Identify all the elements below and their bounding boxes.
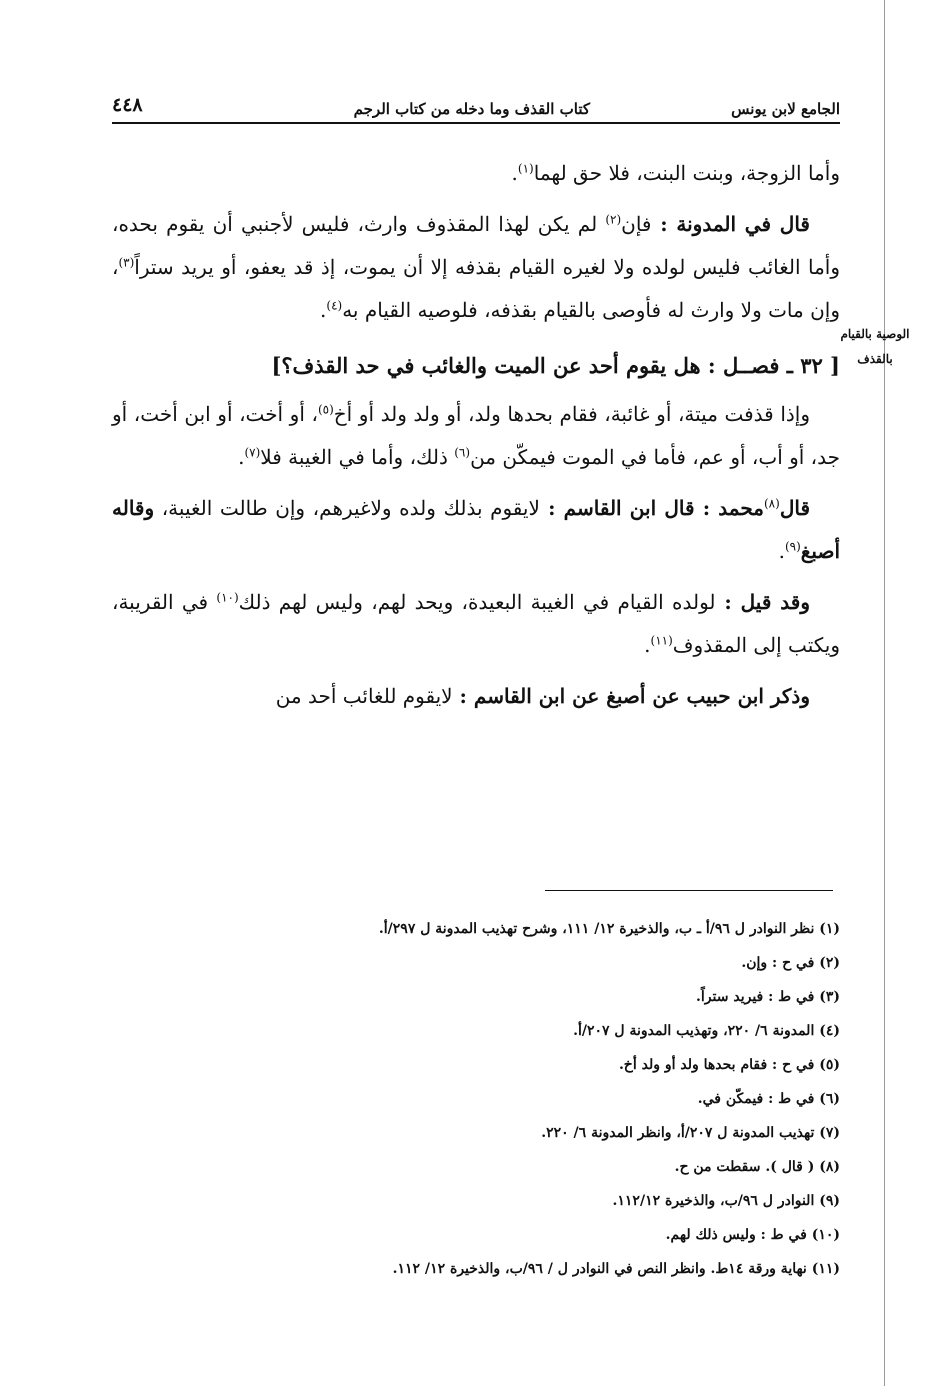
footnote-item: (١) نظر النوادر ل ٩٦/أ ـ ب، والذخيرة ١٢/ ١١١، وشرح تهذيب المدونة ل ٢٩٧/أ. — [378, 921, 840, 937]
chapter-title: كتاب القذف وما دخله من كتاب الرجم — [353, 100, 590, 118]
paragraph-lead: محمد : قال ابن القاسم : — [539, 496, 764, 520]
paragraph-4 — [112, 487, 840, 573]
paragraph-lead: وذكر ابن حبيب عن أصبغ عن ابن القاسم : — [452, 684, 810, 708]
footnote-item: (٢) في ح : وإن. — [741, 955, 840, 971]
paragraph-text: لايقوم بذلك ولده ولاغيرهم، وإن طالت الغيبة، — [154, 496, 540, 520]
footnote-ref: (١٠) — [216, 590, 239, 605]
paragraph-1 — [112, 152, 840, 195]
paragraph-text: . — [778, 539, 785, 563]
footnote-ref: (١) — [517, 161, 534, 176]
paragraph-text: ، وإن مات ولا وارث له فأوصى بالقيام بقذفه، فلوصيه القيام به — [112, 255, 840, 322]
footnote-item: (٦) في ط : فيمكّن في. — [697, 1091, 840, 1107]
paragraph-text: وإذا قذفت ميتة، أو غائبة، فقام بحدها ولد، أو ولد ولد أو أخ — [333, 402, 810, 426]
footnote-ref: (١١) — [650, 633, 673, 648]
paragraph-text: لولده القيام في الغيبة البعيدة، ويحد لهم، وليس لهم ذلك — [238, 590, 716, 614]
footnote-item: (١١) نهاية ورقة ١٤ط. وانظر النص في النوادر ل / ٩٦/ب، والذخيرة ١٢/ ١١٢. — [392, 1261, 840, 1277]
page-number: ٤٤٨ — [112, 94, 143, 116]
footnote-ref: (٧) — [244, 445, 261, 460]
footnote-ref: (٨) — [763, 496, 780, 511]
section-heading: [ ٣٢ ـ فصــل : هل يقوم أحد عن الميت والغائب في حد القذف؟] — [271, 353, 840, 378]
paragraph-text: في القريبة، ويكتب إلى المقذوف — [112, 590, 840, 657]
footnote-item: (٤) المدونة ٦/ ٢٢٠، وتهذيب المدونة ل ٢٠٧/أ. — [573, 1023, 840, 1039]
footnote-ref: (٥) — [317, 402, 334, 417]
footnote-item: (٣) في ط : فيريد ستراً. — [696, 989, 840, 1005]
paragraph-lead: قال — [779, 496, 810, 520]
paragraph-text: . — [511, 161, 518, 185]
paragraph-lead: وقد قيل : — [715, 590, 811, 614]
paragraph-text: لايقوم للغائب أحد من — [275, 684, 453, 708]
paragraph-text: . — [320, 298, 327, 322]
footnote-divider — [545, 890, 833, 891]
paragraph-text: لم يكن لهذا المقذوف وارث، فليس لأجنبي أن يقوم بحده، وأما الغائب فليس لولده ولا لغيره القيام بقذفه إلا أن يموت، إذ قد يعفو، أو يريد ستراً — [112, 212, 840, 279]
paragraph-2 — [112, 203, 840, 332]
main-text — [112, 152, 840, 726]
footnote-ref: (٤) — [326, 298, 343, 313]
footnote-ref: (٩) — [784, 539, 801, 554]
paragraph-text: فإن — [621, 212, 652, 236]
footnote-item: (٨) ( قال ). سقطت من ح. — [674, 1159, 840, 1175]
footnote-ref: (٣) — [118, 255, 135, 270]
paragraph-text: وأما الزوجة، وبنت البنت، فلا حق لهما — [533, 161, 840, 185]
book-title: الجامع لابن يونس — [731, 100, 840, 118]
paragraph-text: . — [238, 445, 245, 469]
footnote-ref: (٢) — [605, 212, 622, 227]
footnote-ref: (٦) — [454, 445, 471, 460]
footnote-item: (١٠) في ط : وليس ذلك لهم. — [665, 1227, 840, 1243]
running-header — [112, 94, 840, 124]
footnotes — [112, 912, 840, 1286]
paragraph-lead: قال في المدونة : — [651, 212, 810, 236]
paragraph-lead: وقاله أصبغ — [112, 496, 840, 563]
paragraph-text: ذلك، وأما في الغيبة فلا — [260, 445, 455, 469]
margin-note: الوصية بالقيام بالقذف — [840, 327, 910, 366]
paragraph-6 — [112, 675, 840, 718]
footnote-item: (٩) النوادر ل ٩٦/ب، والذخيرة ١١٢/١٢. — [612, 1193, 840, 1209]
paragraph-text: . — [644, 633, 651, 657]
footnote-item: (٧) تهذيب المدونة ل ٢٠٧/أ، وانظر المدونة ٦/ ٢٢٠. — [541, 1125, 840, 1141]
paragraph-text: ، أو أخت، أو ابن أخت، أو جد، أو أب، أو عم، فأما في الموت فيمكّن من — [112, 402, 840, 469]
footnote-item: (٥) في ح : فقام بحدها ولد أو ولد أخ. — [618, 1057, 840, 1073]
page-edge-line — [884, 0, 885, 1386]
paragraph-3 — [112, 393, 840, 479]
paragraph-5 — [112, 581, 840, 667]
